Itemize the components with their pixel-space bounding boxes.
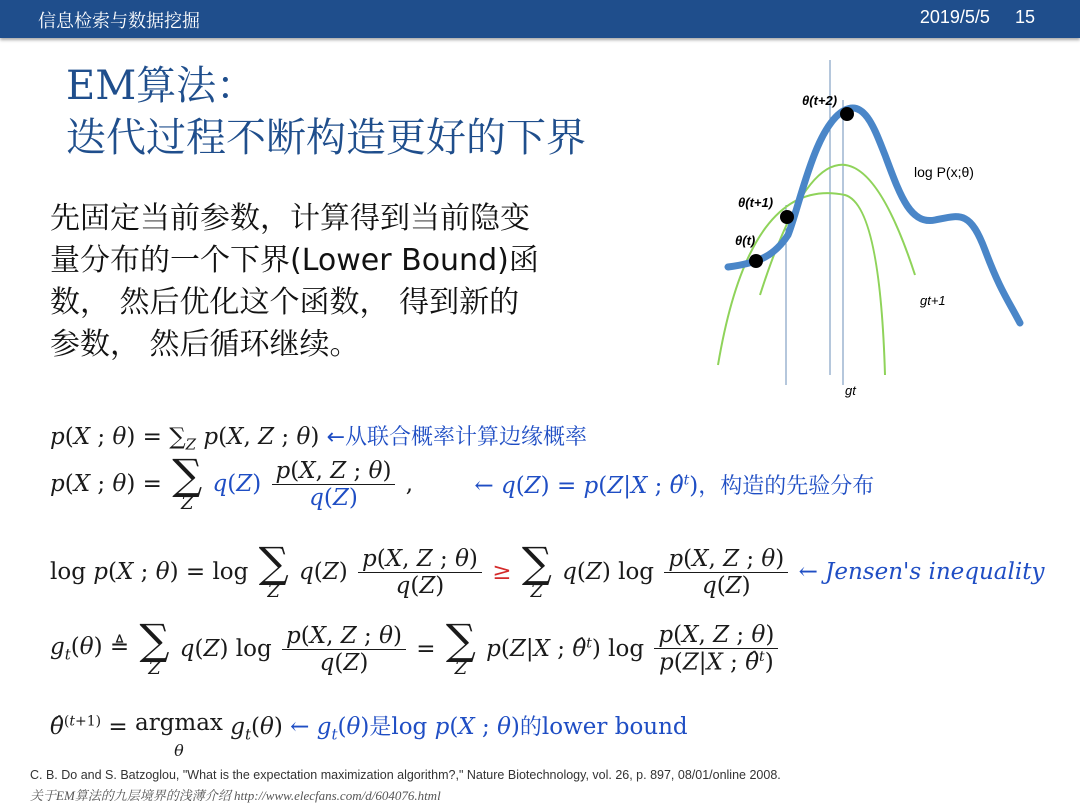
reference-1: C. B. Do and S. Batzoglou, "What is the expectation maximization algorithm?," Nature Biotechnology, vol. 26, p. 897, 08/01/online 2008.	[30, 768, 781, 782]
equation-1-note: ←从联合概率计算边缘概率	[326, 425, 588, 450]
equation-5-note-cn2: 的	[519, 715, 542, 740]
point-theta-t1	[780, 210, 794, 224]
log-likelihood-curve	[728, 108, 1020, 323]
slide-number: 15	[1014, 7, 1035, 27]
intro-line-3: 数， 然后优化这个函数， 得到新的	[50, 285, 520, 320]
slide-date: 2019/5/5	[919, 7, 990, 27]
lower-bound-gt	[718, 193, 885, 375]
intro-line-2: 量分布的一个下界(Lower Bound)函	[50, 243, 539, 278]
equation-5-note-cn: 是	[369, 715, 392, 740]
em-lower-bound-figure	[690, 55, 1040, 405]
equation-3: log p(X ; θ) = log ∑ Z q(Z) $\frac{p(X, Z ; \theta)}{q(Z)}$ ≥ ∑ Z q(Z) log $\frac{p(X, Z ; \theta)}{q(Z)}$ ← Jensen's inequality	[50, 538, 1045, 602]
label-theta-t2: θ(t+2)	[802, 93, 838, 108]
title-line-1: EM算法：	[66, 63, 257, 109]
intro-line-4: 参数， 然后循环继续。	[50, 327, 360, 362]
course-title: 信息检索与数据挖掘	[38, 11, 200, 32]
lower-bound-gt1	[760, 165, 915, 295]
point-theta-t	[749, 254, 763, 268]
equation-1: p(X ; $\theta) = \sum_Z$ p(X, Z ; θ) ←从联合概率计算边缘概率	[50, 424, 588, 454]
intro-line-1: 先固定当前参数，计算得到当前隐变	[50, 201, 530, 236]
equation-5-note-en: lower bound	[541, 714, 688, 740]
point-theta-t2	[840, 107, 854, 121]
intro-paragraph	[50, 198, 650, 366]
equation-5: θ̂$^{(t+1)}$ = argmax θ $g_t(\theta)$ ← $g_t(\theta)$是log p(X ; θ)的lower bound	[50, 710, 688, 760]
title-line-2: 迭代过程不断构造更好的下界	[66, 115, 586, 161]
slide-title	[66, 60, 586, 164]
reference-2: 关于EM算法的九层境界的浅薄介绍 http://www.elecfans.com/d/604076.html	[30, 788, 441, 803]
label-theta-t: θ(t)	[735, 233, 756, 248]
header-bar	[0, 0, 1080, 38]
label-theta-t1: θ(t+1)	[738, 195, 774, 210]
label-log-p: log P(x;θ)	[914, 164, 974, 180]
header-meta	[900, 7, 1035, 28]
equation-2-note: ，构造的先验分布	[698, 473, 875, 499]
label-g-t: gt	[845, 383, 856, 398]
equation-4: $g_t(\theta)$ ≜ ∑ Z q(Z) log $\frac{p(X, Z ; \theta)}{q(Z)}$ = ∑ Z p(Z|X ; θ̂$^t$) log $\frac{p(X, Z ; \theta)}{p(Z|X ; \thetâ^t)}$	[50, 620, 781, 678]
equation-3-note: ← Jensen's inequality	[798, 559, 1045, 585]
label-g-t1: gt+1	[920, 293, 946, 308]
equation-2: p(X ; θ) = ∑ Z q(Z) $\frac{p(X, Z ; \theta)}{q(Z)}$ , ← q(Z) = p(Z|X ; θ̂$^t$)，构造的先验分布	[50, 450, 875, 514]
